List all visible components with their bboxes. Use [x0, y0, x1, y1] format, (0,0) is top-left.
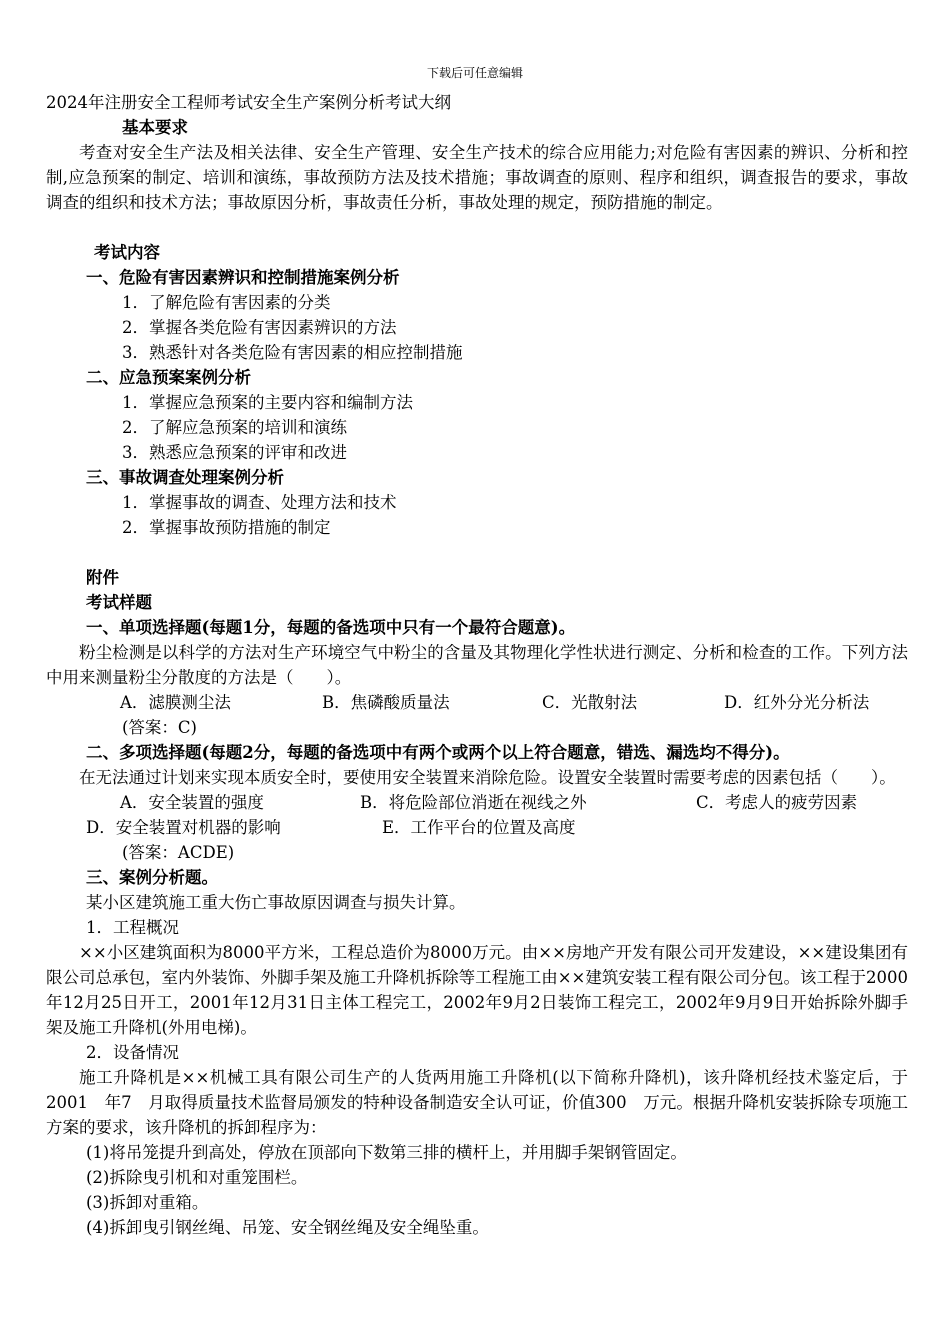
- q3-intro: 某小区建筑施工重大伤亡事故原因调查与损失计算。: [86, 893, 466, 912]
- section-2-item: 3．熟悉应急预案的评审和改进: [122, 443, 347, 462]
- section-1-item: 3．熟悉针对各类危险有害因素的相应控制措施: [122, 343, 463, 362]
- q2-heading: 二、多项选择题(每题2分，每题的备选项中有两个或两个以上符合题意，错选、漏选均不得分)。: [86, 743, 790, 762]
- q1-answer: (答案：C): [122, 718, 197, 737]
- q2-stem: 在无法通过计划来实现本质安全时，要使用安全装置来消除危险。设置安全装置时需要考虑的因素包括（ ）。: [79, 768, 896, 787]
- section-3-item: 2．掌握事故预防措施的制定: [122, 518, 331, 537]
- q1-option-a: A．滤膜测尘法: [120, 693, 231, 712]
- basic-req-text: 考查对安全生产法及相关法律、安全生产管理、安全生产技术的综合应用能力;对危险有害因素的辨识、分析和控制,应急预案的制定、培训和演练，事故预防方法及技术措施；事故调查的原则、程序和组织，调查报告的要求，事故调查的组织和技术方法；事故原因分析，事故责任分析，事故处理的规定，预防措施的制定。: [46, 143, 908, 212]
- q2-answer: (答案：ACDE): [122, 843, 235, 862]
- q1-options: [46, 690, 908, 715]
- section-3-title: 三、事故调查处理案例分析: [86, 468, 284, 487]
- q3-sub1-title: 1．工程概况: [86, 918, 179, 937]
- q2-option-d: D．安全装置对机器的影响: [86, 818, 281, 837]
- q1-stem: 粉尘检测是以科学的方法对生产环境空气中粉尘的含量及其物理化学性状进行测定、分析和检查的工作。下列方法中用来测量粉尘分散度的方法是（ ）。: [46, 643, 908, 687]
- section-2-item: 2．了解应急预案的培训和演练: [122, 418, 347, 437]
- doc-title: 2024年注册安全工程师考试安全生产案例分析考试大纲: [46, 93, 451, 112]
- q3-step: (2)拆除曳引机和对重笼围栏。: [86, 1168, 308, 1187]
- section-1-title: 一、危险有害因素辨识和控制措施案例分析: [86, 268, 400, 287]
- basic-req-heading: 基本要求: [122, 118, 188, 137]
- section-1-item: 1．了解危险有害因素的分类: [122, 293, 331, 312]
- content-heading: 考试内容: [94, 243, 160, 262]
- q3-heading: 三、案例分析题。: [86, 868, 218, 887]
- q2-option-b: B．将危险部位消逝在视线之外: [360, 793, 587, 812]
- q1-option-b: B．焦磷酸质量法: [322, 693, 450, 712]
- section-3-item: 1．掌握事故的调查、处理方法和技术: [122, 493, 397, 512]
- q2-option-a: A．安全装置的强度: [120, 793, 264, 812]
- document-body: [46, 90, 908, 1240]
- section-2-item: 1．掌握应急预案的主要内容和编制方法: [122, 393, 413, 412]
- section-1-item: 2．掌握各类危险有害因素辨识的方法: [122, 318, 397, 337]
- appendix-label: 附件: [86, 568, 119, 587]
- q1-heading: 一、单项选择题(每题1分，每题的备选项中只有一个最符合题意)。: [86, 618, 576, 637]
- q1-option-c: C．光散射法: [542, 693, 638, 712]
- section-2-title: 二、应急预案案例分析: [86, 368, 251, 387]
- q2-options-row2: [46, 815, 908, 840]
- q3-step: (4)拆卸曳引钢丝绳、吊笼、安全钢丝绳及安全绳坠重。: [86, 1218, 489, 1237]
- q3-sub1-text: ××小区建筑面积为8000平方米，工程总造价为8000万元。由××房地产开发有限公司开发建设，××建设集团有限公司总承包，室内外装饰、外脚手架及施工升降机拆除等工程施工由××建筑安装工程有限公司分包。该工程于2000年12月25日开工，2001年12月31日主体工程完工，2002年9月2日装饰工程完工，2002年9月9日开始拆除外脚手架及施工升降机(外用电梯)。: [46, 943, 908, 1037]
- q2-option-e: E．工作平台的位置及高度: [382, 818, 576, 837]
- q3-sub2-text: 施工升降机是××机械工具有限公司生产的人货两用施工升降机(以下简称升降机)，该升降机经技术鉴定后，于2001 年7 月取得质量技术监督局颁发的特种设备制造安全认可证，价值300 万元。根据升降机安装拆除专项施工方案的要求，该升降机的拆卸程序为：: [46, 1068, 908, 1137]
- q3-step: (3)拆卸对重箱。: [86, 1193, 209, 1212]
- sample-heading: 考试样题: [86, 593, 152, 612]
- q3-step: (1)将吊笼提升到高处，停放在顶部向下数第三排的横杆上，并用脚手架钢管固定。: [86, 1143, 687, 1162]
- q2-options-row1: [46, 790, 908, 815]
- page-header: 下载后可任意编辑: [426, 66, 523, 80]
- q1-option-d: D．红外分光分析法: [724, 693, 870, 712]
- q2-option-c: C．考虑人的疲劳因素: [696, 793, 858, 812]
- q3-sub2-title: 2．设备情况: [86, 1043, 179, 1062]
